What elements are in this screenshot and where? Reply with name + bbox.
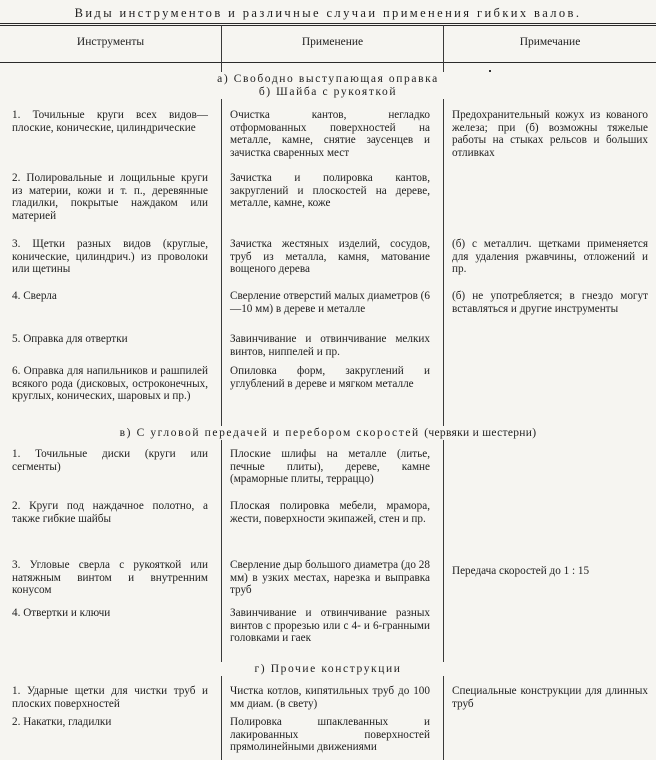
table-cell-tool: 1. Точильные круги всех видов—плоские, конические, цилиндрические	[12, 109, 208, 134]
table-cell-tool: 6. Оправка для напильников и рашпилей всякого рода (дисковых, остроконечных, круглых, конических, шаровых и пр.)	[12, 365, 208, 403]
table-cell-note: (б) не употребляется; в гнездо могут вставляться и другие инструменты	[452, 290, 648, 315]
table-cell-use: Плоская полировка мебели, мрамора, жести, поверхности экипажей, стен и пр.	[230, 500, 430, 525]
table-cell-tool: 2. Круги под наждачное полотно, а также гибкие шайбы	[12, 500, 208, 525]
table-cell-use: Полировка шпаклеванных и лакированных поверхностей прямолинейными движениями	[230, 716, 430, 754]
section-heading-v	[0, 426, 656, 440]
section-heading-g: г) Прочие конструкции	[0, 662, 656, 676]
column-divider-1	[221, 25, 222, 760]
table-top-rule-inner	[0, 25, 656, 26]
table-cell-use: Завинчивание и отвинчивание разных винтов с прорезью или с 4- и 6-гранными головками и гаек	[230, 607, 430, 645]
table-top-rule	[0, 23, 656, 24]
section-heading-b: б) Шайба с рукояткой	[0, 85, 656, 99]
table-cell-tool: 4. Сверла	[12, 290, 57, 302]
table-cell-note: Передача скоростей до 1 : 15	[452, 565, 590, 577]
table-cell-use: Зачистка и полировка кантов, закруглений и плоскостей на дереве, металле, камне, коже	[230, 172, 430, 210]
table-cell-use: Зачистка жестяных изделий, сосудов, труб из металла, камня, матование вощеного дерева	[230, 238, 430, 276]
column-header-note: Примечание	[519, 36, 581, 48]
table-cell-tool: 3. Угловые сверла с рукояткой или натяжным винтом и внутренним конусом	[12, 559, 208, 597]
table-cell-note: Специальные конструкции для длинных труб	[452, 685, 648, 710]
table-cell-tool: 1. Точильные диски (круги или сегменты)	[12, 448, 208, 473]
table-cell-tool: 2. Полировальные и лощильные круги из материи, кожи и т. п., деревянные гладилки, покрытые наждаком или материей	[12, 172, 208, 222]
column-header-tools: Инструменты	[76, 36, 145, 48]
section-heading-v-note: (червяки и шестерни)	[424, 427, 537, 439]
column-header-application: Применение	[301, 36, 364, 48]
table-cell-tool: 5. Оправка для отвертки	[12, 333, 128, 345]
section-heading-v-title: в) С угловой передачей и перебором скоростей	[119, 427, 420, 439]
column-divider-2	[443, 25, 444, 760]
table-cell-tool: 2. Накатки, гладилки	[12, 716, 112, 728]
table-cell-use: Плоские шлифы на металле (литье, печные плиты), дереве, камне (мраморные плиты, терраццо)	[230, 448, 430, 486]
table-cell-use: Сверление отверстий малых диаметров (6—10 мм) в дереве и металле	[230, 290, 430, 315]
table-cell-note: Предохранительный кожух из кованого железа; при (б) возможны тяжелые работы на стыках рельсов и больших отливках	[452, 109, 648, 159]
section-heading-a: а) Свободно выступающая оправка	[0, 72, 656, 86]
table-cell-use: Очистка кантов, негладко отформованных поверхностей на металле, камне, снятие заусенцев и зачистка сваренных мест	[230, 109, 430, 159]
table-cell-use: Сверление дыр большого диаметра (до 28 мм) в узких местах, нарезка и выправка труб	[230, 559, 430, 597]
table-cell-use: Завинчивание и отвинчивание мелких винтов, ниппелей и пр.	[230, 333, 430, 358]
table-cell-tool: 1. Ударные щетки для чистки труб и плоских поверхностей	[12, 685, 208, 710]
table-title: Виды инструментов и различные случаи применения гибких валов.	[74, 6, 582, 20]
table-cell-use: Чистка котлов, кипятильных труб до 100 мм диам. (в свету)	[230, 685, 430, 710]
table-cell-tool: 3. Щетки разных видов (круглые, конические, цилиндрич.) из проволоки или щетины	[12, 238, 208, 276]
header-bottom-rule	[0, 62, 656, 63]
table-cell-note: (б) с металлич. щетками применяется для удаления ржавчины, отложений и пр.	[452, 238, 648, 276]
table-cell-tool: 4. Отвертки и ключи	[12, 607, 111, 619]
table-cell-use: Опиловка форм, закруглений и углублений в дереве и мягком металле	[230, 365, 430, 390]
